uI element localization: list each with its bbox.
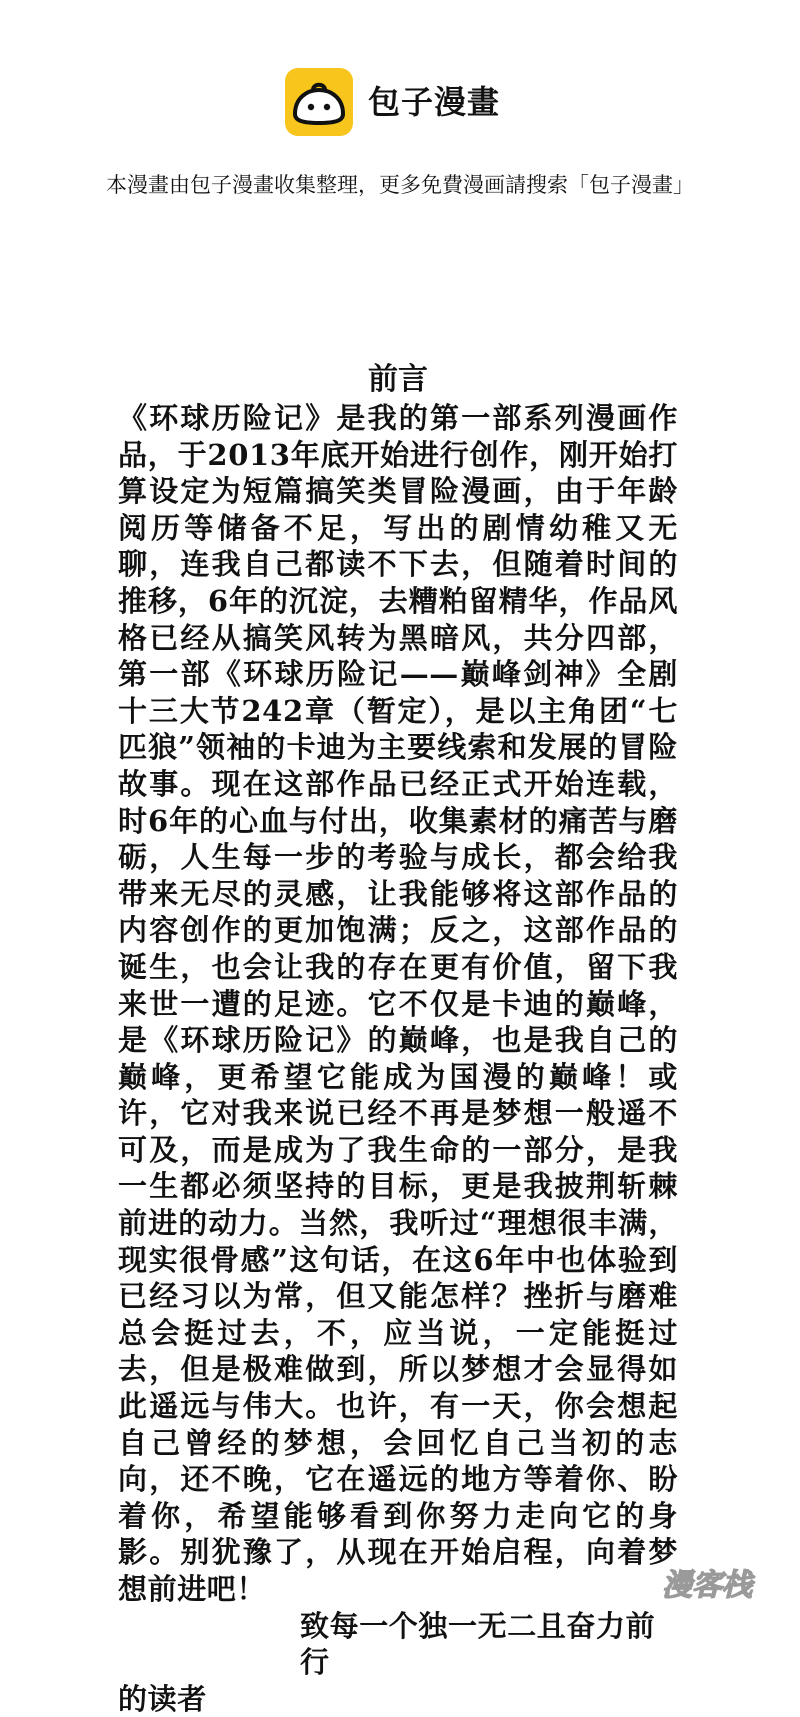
preface-article <box>118 360 678 1717</box>
steamed-bun-icon[interactable] <box>285 68 353 136</box>
dedication-line-2: 的读者 <box>118 1681 207 1716</box>
watermark-text: 漫客栈 <box>662 1568 752 1603</box>
page-title: 前言 <box>368 362 428 397</box>
brand-name[interactable]: 包子漫畫 <box>368 83 501 121</box>
site-header <box>0 68 800 140</box>
dedication-line-1: 致每一个独一无二且奋力前行 <box>300 1608 656 1680</box>
watermark-logo-icon <box>642 1562 772 1606</box>
source-notice: 本漫畫由包子漫畫收集整理，更多免費漫画請搜索「包子漫畫」 <box>106 173 694 197</box>
preface-body: 《环球历险记》是我的第一部系列漫画作品，于2013年底开始进行创作，刚开始打算设定为短篇搞笑类冒险漫画，由于年龄阅历等储备不足，写出的剧情幼稚又无聊，连我自己都读不下去，但随着时间的推移，6年的沉淀，去糟粕留精华，作品风格已经从搞笑风转为黑暗风，共分四部，第一部《环球历险记——巅峰剑神》全剧十三大节242章（暂定），是以主角团“七匹狼”领袖的卡迪为主要线索和发展的冒险故事。现在这部作品已经正式开始连载，时6年的心血与付出，收集素材的痛苦与磨砺，人生每一步的考验与成长，都会给我带来无尽的灵感，让我能够将这部作品的内容创作的更加饱满；反之，这部作品的诞生，也会让我的存在更有价值，留下我来世一遭的足迹。它不仅是卡迪的巅峰，是《环球历险记》的巅峰，也是我自己的巅峰，更希望它能成为国漫的巅峰！或许，它对我来说已经不再是梦想一般遥不可及，而是成为了我生命的一部分，是我一生都必须坚持的目标，更是我披荆斩棘前进的动力。当然，我听过“理想很丰满，现实很骨感”这句话，在这6年中也体验到已经习以为常，但又能怎样？挫折与磨难总会挺过去，不，应当说，一定能挺过去，但是极难做到，所以梦想才会显得如此遥远与伟大。也许，有一天，你会想起自己曾经的梦想，会回忆自己当初的志向，还不晚，它在遥远的地方等着你、盼着你，希望能够看到你努力走向它的身影。别犹豫了，从现在开始启程，向着梦想前进吧！ <box>118 401 678 1606</box>
